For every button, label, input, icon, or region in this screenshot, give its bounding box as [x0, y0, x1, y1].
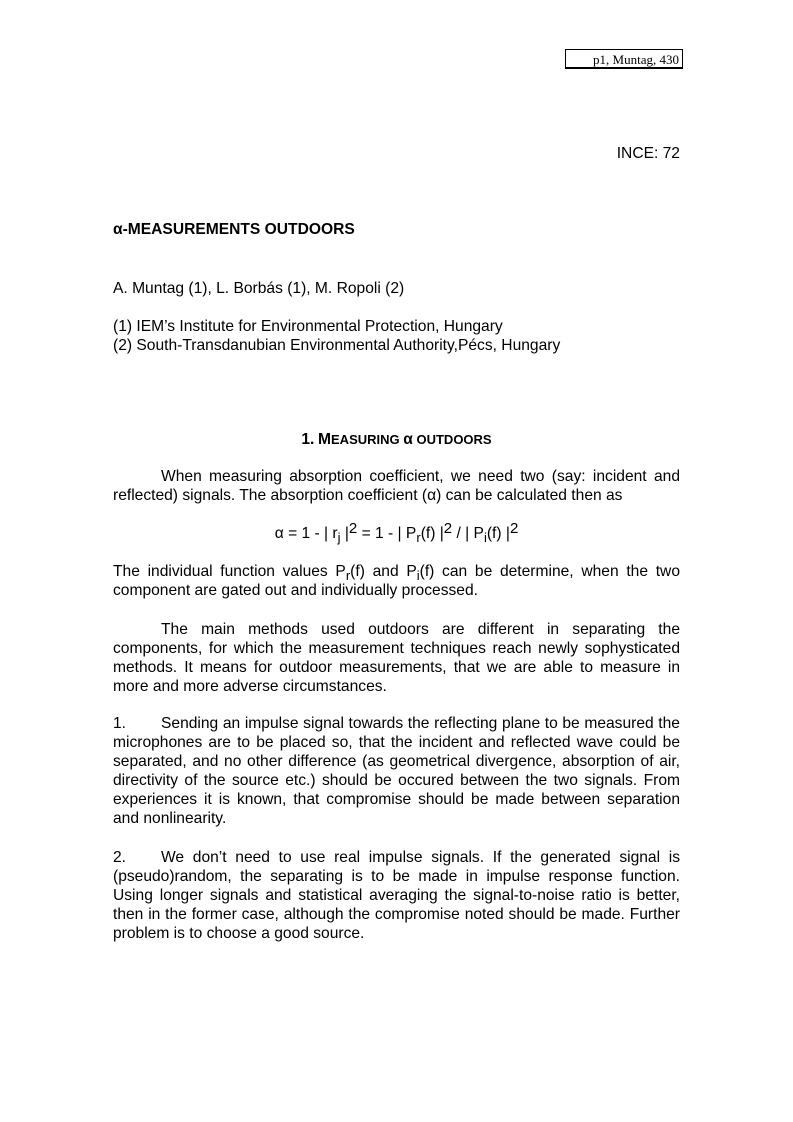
subscript: i [416, 568, 420, 583]
formula-part: (f) | [420, 525, 444, 542]
formula-part: (f) | [486, 525, 510, 542]
formula-superscript: 2 [348, 520, 358, 537]
paragraph-function-values [113, 562, 680, 600]
page-reference-underline [565, 67, 683, 69]
author-list: A. Muntag (1), L. Borbás (1), M. Ropoli (2) [113, 280, 405, 297]
formula-superscript: 2 [509, 520, 519, 537]
formula-part: / | P [452, 525, 484, 542]
text-part: (f) can be determine, when the two component are gated out and individually processed. [113, 563, 680, 599]
formula-part: | [340, 525, 349, 542]
section-heading-cap: M [318, 431, 332, 448]
conference-code: INCE: 72 [616, 145, 680, 162]
list-item-text: Sending an impulse signal towards the reflecting plane to be measured the microphones are to be placed so, that the incident and reflected wave could be separated, and no other difference (as geometrical divergence, absorption of air, directivity of the source etc.) should be occured between the two signals. From experiences it is known, that compromise should be made between separation and nonlinearity. [113, 715, 680, 827]
subscript: r [345, 568, 351, 583]
paper-title: α-MEASUREMENTS OUTDOORS [113, 221, 355, 238]
formula-superscript: 2 [443, 520, 453, 537]
affiliations [113, 317, 560, 355]
list-item-1 [113, 714, 680, 828]
list-item-number: 1. [113, 715, 127, 732]
formula-part: α = 1 - | r [274, 525, 338, 542]
affiliation-2: (2) South-Transdanubian Environmental Authority,Pécs, Hungary [113, 337, 561, 354]
page-reference-box [565, 49, 683, 68]
list-item-2 [113, 848, 680, 943]
formula-subscript: j [337, 530, 341, 545]
page-reference: p1, Muntag, 430 [593, 52, 679, 67]
text-part: (f) and P [350, 563, 417, 580]
list-item-text: We don’t need to use real impulse signals. If the generated signal is (pseudo)random, the separating is to be made in impulse response function. Using longer signals and statistical averaging the signal-to-noise ratio is better, then in the former case, although the compromise noted should be made. Further problem is to choose a good source. [113, 849, 680, 942]
affiliation-1: (1) IEM’s Institute for Environmental Protection, Hungary [113, 318, 503, 335]
paragraph-methods: The main methods used outdoors are different in separating the components, for which the measurement techniques reach newly sophysticated methods. It means for outdoor measurements, that we are able to measure in more and more adverse circumstances. [113, 621, 680, 695]
formula-subscript: i [483, 530, 487, 545]
absorption-formula [113, 520, 680, 545]
section-heading-rest: EASURING [331, 432, 400, 447]
section-heading-tail: OUTDOORS [416, 432, 492, 447]
paragraph-intro: When measuring absorption coefficient, we need two (say: incident and reflected) signals. The absorption coefficient (α) can be calculated then as [113, 468, 680, 504]
formula-part: = 1 - | P [357, 525, 417, 542]
text-part: The individual function values P [113, 563, 346, 580]
section-heading-alpha: α [403, 431, 413, 448]
section-number: 1. [301, 431, 315, 448]
section-heading [113, 430, 680, 449]
formula-subscript: r [416, 530, 421, 545]
list-item-number: 2. [113, 849, 127, 866]
